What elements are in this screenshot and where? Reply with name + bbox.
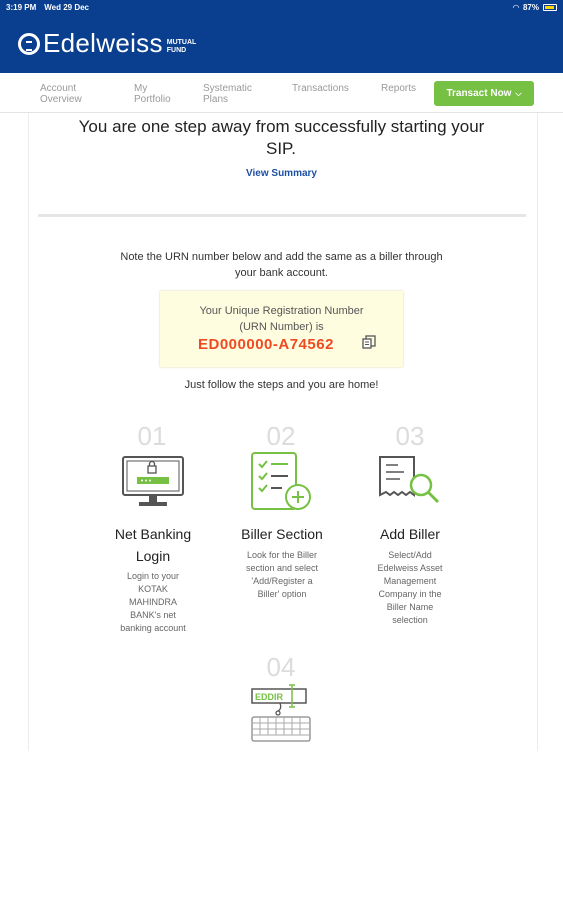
brand-sub-line1: MUTUAL — [166, 38, 197, 46]
nav-systematic-plans[interactable] — [203, 83, 252, 105]
step-title-line: Biller Section — [241, 526, 323, 542]
urn-note — [70, 249, 493, 281]
section-divider — [38, 214, 526, 217]
nav-label: Portfolio — [134, 94, 171, 105]
nav-reports[interactable] — [381, 83, 416, 94]
step-desc-line: Biller' option — [257, 589, 307, 599]
transact-now-label: Transact Now — [446, 88, 512, 99]
step-title — [222, 523, 342, 545]
step-desc-line: Edelweiss Asset — [377, 563, 443, 573]
nav-my-portfolio[interactable] — [134, 83, 171, 105]
step-title-line: Login — [135, 548, 171, 564]
brand-sub — [167, 39, 197, 55]
step-desc-line: Management — [383, 576, 437, 586]
step-desc-line: MAHINDRA — [128, 597, 177, 607]
note-line2: your bank account. — [235, 267, 328, 279]
step-desc — [103, 570, 203, 635]
urn-number: ED000000-A74562 — [198, 336, 334, 353]
step-title — [93, 523, 213, 567]
follow-steps-text: Just follow the steps and you are home! — [184, 379, 379, 391]
nav-label: Reports — [381, 83, 417, 94]
step-number: 04 — [266, 652, 296, 682]
nav-label: Overview — [40, 94, 82, 105]
step-desc-line: BANK's net — [130, 610, 176, 620]
step-title-line: Add Biller — [380, 526, 440, 542]
headline-line1: You are one step away from successfully starting your — [78, 117, 485, 136]
top-nav — [0, 73, 563, 113]
headline-line2: SIP. — [266, 139, 296, 158]
status-time: 3:19 PM — [6, 2, 37, 12]
step-desc-line: Biller Name — [386, 602, 434, 612]
edelweiss-logo-icon — [18, 33, 40, 55]
keyboard-edit-icon — [250, 683, 314, 745]
urn-label — [160, 303, 403, 335]
success-headline — [0, 116, 563, 160]
brand-name: Edelweiss — [43, 28, 163, 58]
note-line1: Note the URN number below and add the same as a biller through — [120, 251, 443, 263]
nav-account-overview[interactable] — [40, 83, 82, 105]
step-desc-line: banking account — [120, 623, 186, 633]
nav-label: Account — [40, 83, 77, 94]
transact-now-button[interactable] — [434, 81, 534, 106]
app-header — [0, 14, 563, 73]
step-desc-line: Company in the — [378, 589, 442, 599]
urn-label-line1: Your Unique Registration Number — [199, 305, 364, 317]
step-title-line: Net Banking — [114, 526, 192, 542]
step-desc — [232, 549, 332, 601]
copy-icon[interactable] — [362, 335, 376, 349]
nav-label: My — [134, 83, 148, 94]
nav-label: Transactions — [292, 83, 349, 94]
step-number: 03 — [395, 421, 425, 451]
battery-percent: 87% — [522, 2, 539, 12]
eddir-label: EDDIR — [255, 692, 284, 702]
step-number: 01 — [137, 421, 167, 451]
nav-label: Systematic — [203, 83, 252, 94]
step-title — [350, 523, 470, 545]
checklist-add-icon — [250, 451, 314, 513]
urn-box — [160, 291, 403, 367]
step-desc-line: selection — [392, 615, 428, 625]
wifi-icon: ◠ — [512, 2, 519, 12]
battery-icon — [543, 4, 557, 11]
step-number: 02 — [266, 421, 296, 451]
urn-label-line2: (URN Number) is — [239, 321, 324, 333]
nav-label: Plans — [203, 94, 229, 105]
nav-transactions[interactable] — [292, 83, 349, 94]
step-desc-line: Select/Add — [388, 550, 432, 560]
step-desc — [360, 549, 460, 627]
chevron-down-icon: ⌵ — [515, 88, 522, 98]
step-desc-line: KOTAK — [138, 584, 168, 594]
step-desc-line: Login to your — [126, 571, 180, 581]
step-desc-line: section and select — [245, 563, 319, 573]
step-desc-line: 'Add/Register a — [251, 576, 313, 586]
step-desc-line: Look for the Biller — [246, 550, 318, 560]
status-date: Wed 29 Dec — [44, 2, 89, 12]
computer-login-icon — [121, 454, 185, 510]
document-search-icon — [378, 455, 442, 507]
status-bar — [0, 0, 563, 14]
brand-sub-line2: FUND — [166, 46, 187, 54]
view-summary-link[interactable]: View Summary — [246, 168, 317, 179]
